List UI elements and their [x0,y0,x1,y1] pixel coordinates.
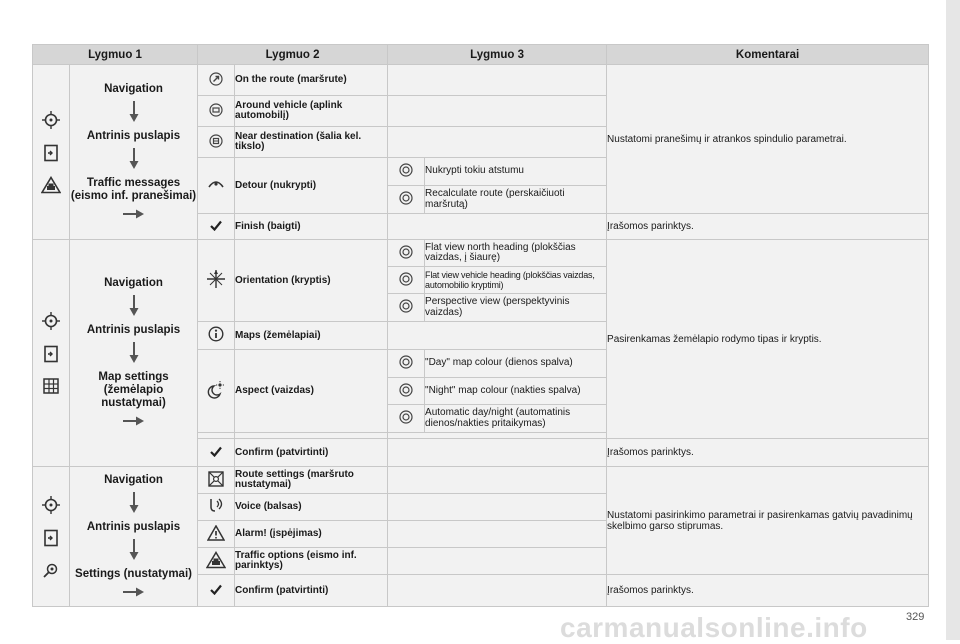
item-icon-cell [198,214,235,240]
item-icon-cell [198,521,235,548]
item-icon-cell [198,127,235,158]
item-icon-cell [198,467,235,494]
radio-icon[interactable] [388,267,425,294]
option-detour-distance[interactable]: Nukrypti tokiu atstumu [425,158,607,186]
item-icon-cell [198,548,235,575]
settings-icon [33,561,69,579]
radio-icon[interactable] [388,294,425,322]
arrow-down-icon [129,148,139,173]
arrow-down-icon [129,492,139,517]
check-icon [210,220,222,231]
item-icon-cell [198,158,235,214]
info-icon [208,326,224,342]
empty-level3 [388,439,607,467]
navigation-icon [33,495,69,515]
level1-secondary-page: Antrinis puslapis [86,324,181,336]
item-icon-cell [198,575,235,607]
item-icon-cell [198,240,235,322]
comment-cell: Nustatomi pasirinkimo parametrai ir pasirenkamas gatvių pavadinimų skelbimo garso stiprumas. [607,467,929,575]
empty-level3 [388,548,607,575]
comment-final: Įrašomos parinktys. [607,214,929,240]
level1-navigation: Navigation [104,82,163,95]
item-icon-cell [198,322,235,350]
check-icon [210,584,222,595]
group3-icons [33,467,70,607]
menu-item-confirm[interactable]: Confirm (patvirtinti) [235,439,388,467]
option-auto-day-night[interactable]: Automatic day/night (automatinis dienos/nakties pritaikymas) [425,405,607,433]
empty-level3 [388,521,607,548]
header-comments: Komentarai [607,45,929,65]
around-vehicle-icon [209,103,223,117]
menu-item-on-route[interactable]: On the route (maršrute) [235,65,388,96]
menu-item-maps[interactable]: Maps (žemėlapiai) [235,322,388,350]
arrow-right-icon [123,416,145,429]
menu-item-near-destination[interactable]: Near destination (šalia kel. tikslo) [235,127,388,158]
page-number: 329 [906,611,925,623]
check-icon [210,446,222,457]
comment-final: Įrašomos parinktys. [607,575,929,607]
day-night-icon [206,380,226,400]
secondary-page-icon [33,345,69,363]
arrow-down-icon [129,295,139,320]
menu-item-around-vehicle[interactable]: Around vehicle (aplink automobilį) [235,96,388,127]
empty-level3 [388,322,607,350]
group1-level1 [70,65,198,240]
header-level3: Lygmuo 3 [388,45,607,65]
arrow-down-icon [129,101,139,126]
level1-submenu: Traffic messages (eismo inf. pranešimai) [70,176,197,202]
option-flat-vehicle[interactable]: Flat view vehicle heading (plokščias vaizdas, automobilio kryptimi) [425,267,607,294]
navigation-icon [33,311,69,331]
radio-icon[interactable] [388,158,425,186]
empty-level3 [388,467,607,494]
level1-navigation: Navigation [104,277,163,289]
radio-icon[interactable] [388,350,425,378]
map-icon [33,377,69,395]
menu-item-confirm[interactable]: Confirm (patvirtinti) [235,575,388,607]
header-level2: Lygmuo 2 [198,45,388,65]
option-flat-north[interactable]: Flat view north heading (plokščias vaizdas, į šiaurę) [425,240,607,267]
radio-icon[interactable] [388,240,425,267]
radio-icon[interactable] [388,186,425,214]
menu-item-route-settings[interactable]: Route settings (maršruto nustatymai) [235,467,388,494]
group1-icons [33,65,70,240]
menu-item-aspect[interactable]: Aspect (vaizdas) [235,350,388,433]
comment-cell: Pasirenkamas žemėlapio rodymo tipas ir kryptis. [607,240,929,439]
detour-icon [208,179,224,189]
level1-submenu: Settings (nustatymai) [75,567,192,580]
empty-level3 [388,575,607,607]
comment-final: Įrašomos parinktys. [607,439,929,467]
item-icon-cell [198,350,235,433]
group2-level1 [70,240,198,467]
menu-item-alarm[interactable]: Alarm! (įspėjimas) [235,521,388,548]
level1-secondary-page: Antrinis puslapis [86,129,181,142]
option-recalculate-route[interactable]: Recalculate route (perskaičiuoti maršrutą) [425,186,607,214]
menu-item-voice[interactable]: Voice (balsas) [235,494,388,521]
page-edge-strip [946,0,960,640]
watermark: carmanualsonline.info [560,612,868,643]
item-icon-cell [198,96,235,127]
item-icon-cell [198,494,235,521]
voice-icon [207,497,225,515]
empty-level3 [388,65,607,96]
header-row [33,45,929,65]
secondary-page-icon [33,144,69,162]
menu-item-finish[interactable]: Finish (baigti) [235,214,388,240]
radio-icon[interactable] [388,405,425,433]
menu-item-orientation[interactable]: Orientation (kryptis) [235,240,388,322]
option-night-colour[interactable]: "Night" map colour (nakties spalva) [425,378,607,405]
compass-icon [206,269,226,289]
menu-table [32,44,929,607]
menu-item-traffic-options[interactable]: Traffic options (eismo inf. parinktys) [235,548,388,575]
arrow-right-icon [123,587,145,600]
warning-icon [207,525,225,541]
empty-level3 [388,214,607,240]
traffic-icon [206,551,226,569]
item-icon-cell [198,439,235,467]
group2-icons [33,240,70,467]
level1-navigation: Navigation [104,473,163,486]
arrow-down-icon [129,539,139,564]
comment-cell: Nustatomi pranešimų ir atrankos spindulio parametrai. [607,65,929,214]
route-settings-icon [207,470,225,488]
option-day-colour[interactable]: "Day" map colour (dienos spalva) [425,350,607,378]
empty-level3 [388,494,607,521]
empty-level3 [388,127,607,158]
menu-item-detour[interactable]: Detour (nukrypti) [235,158,388,214]
arrow-down-icon [129,342,139,367]
header-level1: Lygmuo 1 [33,45,198,65]
empty-level3 [388,96,607,127]
navigation-icon [33,110,69,130]
group3-level1 [70,467,198,607]
route-icon [209,72,223,86]
option-perspective[interactable]: Perspective view (perspektyvinis vaizdas) [425,294,607,322]
near-destination-icon [209,134,223,148]
item-icon-cell [198,65,235,96]
traffic-icon [33,176,69,194]
level1-submenu: Map settings (žemėlapio nustatymai) [98,371,169,409]
level1-secondary-page: Antrinis puslapis [86,520,181,533]
radio-icon[interactable] [388,378,425,405]
secondary-page-icon [33,529,69,547]
arrow-right-icon [123,209,145,222]
